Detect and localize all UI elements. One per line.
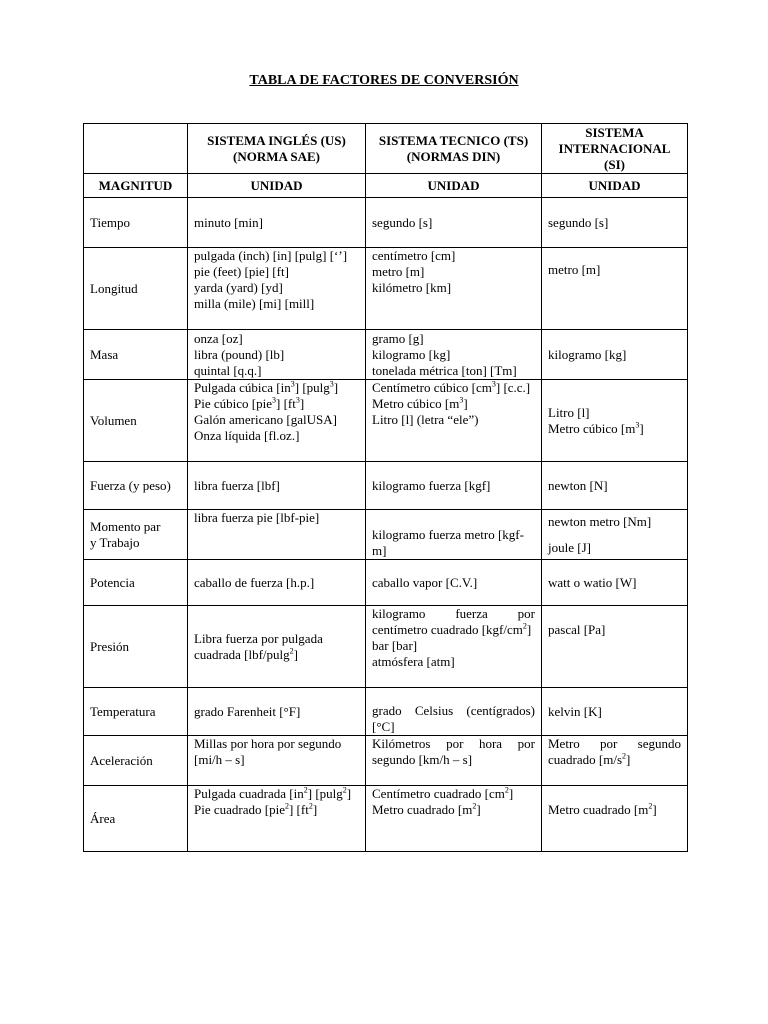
magnitud-line: y Trabajo xyxy=(90,534,140,550)
header-us-line: (NORMA SAE) xyxy=(232,148,321,164)
magnitud-cell: Longitud xyxy=(84,248,188,330)
unit-line: Kilómetros por hora por segundo [km/h – s] xyxy=(372,736,535,767)
unit-line: libra fuerza [lbf] xyxy=(194,477,280,493)
table-row xyxy=(84,786,688,852)
unit-line: minuto [min] xyxy=(194,214,263,230)
unit-line: Galón americano [galUSA] xyxy=(194,412,337,427)
unit-line: onza [oz] xyxy=(194,330,243,346)
unit-gap xyxy=(548,530,681,540)
magnitud-cell: Fuerza (y peso) xyxy=(84,462,188,510)
magnitud-cell: Aceleración xyxy=(84,736,188,786)
unit-line: Centímetro cúbico $[cm^3]$ [c.c.] xyxy=(372,379,531,395)
unit-line: metro [m] xyxy=(372,264,425,279)
unit-line: watt o watio [W] xyxy=(548,574,637,590)
unit-ts-cell xyxy=(366,688,542,736)
unit-line: metro [m] xyxy=(548,262,601,277)
subheader-unidad-us: UNIDAD xyxy=(188,174,366,198)
table-row xyxy=(84,510,688,560)
unit-ts-cell xyxy=(366,198,542,248)
header-si xyxy=(542,124,688,174)
unit-line: pie (feet) [pie] [ft] xyxy=(194,264,289,279)
unit-line: centímetro [cm] xyxy=(372,248,456,263)
unit-line: Centímetro cuadrado $[cm^2]$ xyxy=(372,785,514,801)
unit-us-cell xyxy=(188,606,366,688)
unit-si-cell xyxy=(542,330,688,380)
unit-line: kelvin [K] xyxy=(548,703,602,719)
subheader-unidad-si: UNIDAD xyxy=(542,174,688,198)
unit-line: Libra fuerza por pulgada cuadrada [lbf/pulg$^2$] xyxy=(194,630,323,662)
unit-si-cell xyxy=(542,560,688,606)
header-ts-line: (NORMAS DIN) xyxy=(406,148,501,164)
magnitud-cell: Tiempo xyxy=(84,198,188,248)
unit-ts-cell xyxy=(366,786,542,852)
subheader-magnitud: MAGNITUD xyxy=(84,174,188,198)
unit-us-cell xyxy=(188,248,366,330)
unit-line: Millas por hora por segundo [mi/h – s] xyxy=(194,736,342,767)
subheader-unidad-ts: UNIDAD xyxy=(366,174,542,198)
unit-line: Metro cúbico $[m^3]$ xyxy=(548,420,644,436)
magnitud-cell: Potencia xyxy=(84,560,188,606)
document-title: TABLA DE FACTORES DE CONVERSIÓN xyxy=(249,73,519,88)
unit-line: kilogramo fuerza metro [kgf-m] xyxy=(372,527,524,558)
magnitud-cell xyxy=(84,510,188,560)
magnitud-cell: Temperatura xyxy=(84,688,188,736)
unit-us-cell xyxy=(188,462,366,510)
unit-line: newton [N] xyxy=(548,477,608,493)
unit-line: pascal [Pa] xyxy=(548,622,606,637)
header-us-line: SISTEMA INGLÉS (US) xyxy=(207,132,346,148)
unit-line: grado Celsius (centígrados) [°C] xyxy=(372,703,535,734)
conversion-table xyxy=(83,123,688,852)
unit-line: Pulgada cuadrada $[in^2]$ [pulg$^2$] xyxy=(194,785,352,801)
unit-line: atmósfera [atm] xyxy=(372,654,455,669)
unit-us-cell xyxy=(188,330,366,380)
unit-us-cell xyxy=(188,380,366,462)
header-us xyxy=(188,124,366,174)
magnitud-cell: Presión xyxy=(84,606,188,688)
unit-line: milla (mile) [mi] [mill] xyxy=(194,296,315,311)
unit-line: segundo [s] xyxy=(548,214,609,230)
unit-si-cell xyxy=(542,736,688,786)
unit-si-cell xyxy=(542,248,688,330)
unit-si-cell xyxy=(542,688,688,736)
header-ts-line: SISTEMA TECNICO (TS) xyxy=(378,132,529,148)
unit-us-cell xyxy=(188,198,366,248)
table-header-row xyxy=(84,124,688,174)
table-row xyxy=(84,198,688,248)
unit-line: tonelada métrica [ton] [Tm] xyxy=(372,362,517,378)
unit-si-cell xyxy=(542,462,688,510)
unit-line: Pie cúbico [pie$^3$] $[ft^3]$ xyxy=(194,395,305,411)
unit-line: kilómetro [km] xyxy=(372,280,452,295)
table-row xyxy=(84,688,688,736)
table-row xyxy=(84,462,688,510)
unit-line: Metro por segundo cuadrado $[m/s^2]$ xyxy=(548,736,681,767)
unit-line: kilogramo [kg] xyxy=(372,346,451,362)
header-si-line: SISTEMA xyxy=(585,124,644,140)
unit-si-cell xyxy=(542,786,688,852)
header-empty-cell xyxy=(84,124,188,174)
unit-us-cell xyxy=(188,736,366,786)
unit-line: joule [J] xyxy=(548,539,591,555)
unit-line: segundo [s] xyxy=(372,214,433,230)
unit-ts-cell xyxy=(366,248,542,330)
unit-line: grado Farenheit [°F] xyxy=(194,703,301,719)
magnitud-cell: Área xyxy=(84,786,188,852)
unit-line: newton metro [Nm] xyxy=(548,513,652,529)
unit-us-cell xyxy=(188,786,366,852)
unit-si-cell xyxy=(542,198,688,248)
unit-us-cell xyxy=(188,560,366,606)
unit-line: libra (pound) [lb] xyxy=(194,346,285,362)
magnitud-cell: Masa xyxy=(84,330,188,380)
table-row xyxy=(84,248,688,330)
unit-us-cell xyxy=(188,510,366,560)
unit-line: libra fuerza pie [lbf-pie] xyxy=(194,510,320,525)
unit-line: kilogramo fuerza por centímetro cuadrado $[kgf/cm^2]$ xyxy=(372,606,535,637)
unit-line: caballo vapor [C.V.] xyxy=(372,574,478,590)
header-ts xyxy=(366,124,542,174)
unit-line: gramo [g] xyxy=(372,330,424,346)
table-row xyxy=(84,330,688,380)
unit-ts-cell xyxy=(366,380,542,462)
unit-line: kilogramo fuerza [kgf] xyxy=(372,477,491,493)
unit-ts-cell xyxy=(366,560,542,606)
unit-si-cell xyxy=(542,606,688,688)
unit-line: quintal [q.q.] xyxy=(194,362,262,378)
table-row xyxy=(84,560,688,606)
unit-line: yarda (yard) [yd] xyxy=(194,280,283,295)
unit-si-cell xyxy=(542,510,688,560)
unit-line: Litro [l] (letra “ele”) xyxy=(372,412,479,427)
table-subheader-row xyxy=(84,174,688,198)
unit-line: bar [bar] xyxy=(372,638,418,653)
unit-ts-cell xyxy=(366,736,542,786)
unit-line: Metro cúbico $[m^3]$ xyxy=(372,395,468,411)
magnitud-line: Momento par xyxy=(90,518,161,534)
magnitud-cell: Volumen xyxy=(84,380,188,462)
unit-line: Pulgada cúbica $[in^3]$ [pulg$^3$] xyxy=(194,379,339,395)
header-si-line: INTERNACIONAL xyxy=(558,140,671,156)
unit-ts-cell xyxy=(366,462,542,510)
unit-us-cell xyxy=(188,688,366,736)
unit-line: Onza líquida [fl.oz.] xyxy=(194,428,300,443)
unit-si-cell xyxy=(542,380,688,462)
unit-line: Pie cuadrado [pie$^2$] $[ft^2]$ xyxy=(194,801,318,817)
table-row xyxy=(84,606,688,688)
table-row xyxy=(84,380,688,462)
unit-ts-cell xyxy=(366,510,542,560)
table-row xyxy=(84,736,688,786)
unit-line: kilogramo [kg] xyxy=(548,346,627,362)
unit-line: caballo de fuerza [h.p.] xyxy=(194,574,315,590)
unit-line: pulgada (inch) [in] [pulg] [‘’] xyxy=(194,248,348,263)
unit-line: Metro cuadrado $[m^2]$ xyxy=(548,801,657,817)
header-si-line: (SI) xyxy=(604,156,625,172)
unit-line: Metro cuadrado $[m^2]$ xyxy=(372,801,481,817)
unit-line: Litro [l] xyxy=(548,404,590,420)
unit-ts-cell xyxy=(366,330,542,380)
unit-ts-cell xyxy=(366,606,542,688)
